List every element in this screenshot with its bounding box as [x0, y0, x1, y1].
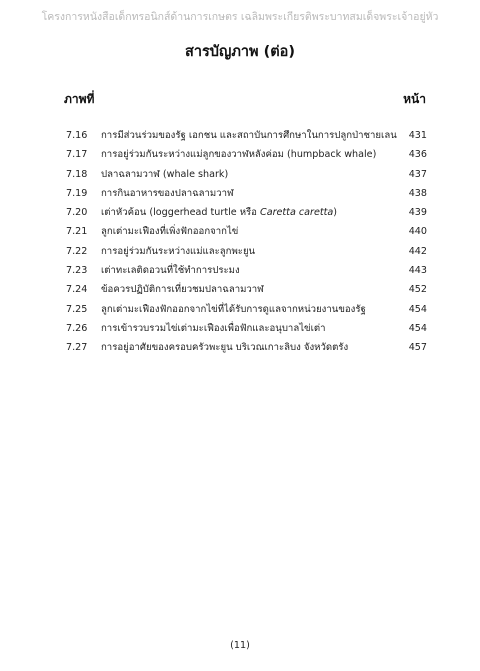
figure-caption: เต่าทะเลติดอวนที่ใช้ทำการประมง: [101, 265, 240, 277]
figure-caption: การอยู่อาศัยของครอบครัวพะยูน บริเวณเกาะลิบง จังหวัดตรัง: [101, 342, 349, 354]
running-header: โครงการหนังสือเด็กทรอนิกส์ด้านการเกษตร เฉลิมพระเกียรติพระบาทสมเด็จพระเจ้าอยู่หัว: [41, 11, 439, 23]
page-number: 454: [408, 303, 427, 315]
figure-caption: [101, 203, 401, 222]
figure-number: 7.22: [66, 245, 88, 257]
caption-text-end: ): [333, 207, 338, 219]
page-number: 440: [408, 226, 427, 238]
page-column-heading: หน้า: [403, 92, 426, 106]
figure-caption: การอยู่ร่วมกันระหว่างแม่และลูกพะยูน: [101, 245, 256, 257]
figure-number: 7.19: [66, 187, 88, 199]
scientific-name: Caretta caretta: [260, 207, 334, 219]
figure-column-heading: ภาพที่: [64, 92, 95, 106]
page-number: 436: [408, 149, 427, 161]
figure-number: 7.17: [66, 149, 88, 161]
list-item[interactable]: [0, 261, 480, 280]
figure-caption: การมีส่วนร่วมของรัฐ เอกชน และสถาบันการศึกษาในการปลูกป่าชายเลน: [101, 130, 397, 141]
list-item[interactable]: [0, 338, 480, 357]
figure-list: [0, 126, 480, 358]
caption-text: เต่าหัวค้อน (loggerhead turtle หรือ: [101, 207, 260, 219]
list-item[interactable]: [0, 280, 480, 299]
page-number: 439: [408, 207, 427, 219]
figure-caption: การอยู่ร่วมกันระหว่างแม่ลูกของวาฬหลังค่อม (humpback whale): [101, 149, 377, 161]
page-number: 442: [408, 245, 427, 257]
page-number: 438: [408, 187, 427, 199]
figure-number: 7.18: [66, 168, 88, 180]
list-item[interactable]: [0, 126, 480, 145]
page-number: 454: [408, 322, 427, 334]
list-item[interactable]: [0, 319, 480, 338]
list-item[interactable]: [0, 300, 480, 319]
page-number: 452: [408, 284, 427, 296]
list-item[interactable]: [0, 145, 480, 164]
page-footer-number: (11): [230, 640, 250, 651]
list-item[interactable]: [0, 242, 480, 261]
figure-caption: ปลาฉลามวาฬ (whale shark): [101, 168, 229, 180]
figure-number: 7.25: [66, 303, 88, 315]
figure-caption: การเข้ารวบรวมไข่เต่ามะเฟืองเพื่อฟักและอนุบาลไข่เต่า: [101, 322, 326, 334]
figure-number: 7.24: [66, 284, 88, 296]
figure-number: 7.16: [66, 130, 88, 141]
figure-number: 7.26: [66, 322, 88, 334]
list-item[interactable]: [0, 222, 480, 241]
page-title: สารบัญภาพ (ต่อ): [184, 44, 296, 60]
figure-caption: ลูกเต่ามะเฟืองที่เพิ่งฟักออกจากไข่: [101, 226, 239, 238]
page-number: 443: [408, 265, 427, 277]
figure-number: 7.21: [66, 226, 88, 238]
figure-caption: ข้อควรปฏิบัติการเที่ยวชมปลาฉลามวาฬ: [101, 284, 264, 296]
list-item[interactable]: [0, 203, 480, 222]
figure-caption: ลูกเต่ามะเฟืองฟักออกจากไข่ที่ได้รับการดูแลจากหน่วยงานของรัฐ: [101, 303, 366, 315]
list-item[interactable]: [0, 165, 480, 184]
figure-number: 7.27: [66, 342, 88, 354]
figure-number: 7.20: [66, 207, 88, 219]
list-item[interactable]: [0, 184, 480, 203]
page-number: 431: [408, 130, 427, 141]
page-number: 457: [408, 342, 427, 354]
page-number: 437: [408, 168, 427, 180]
figure-caption: การกินอาหารของปลาฉลามวาฬ: [101, 187, 234, 199]
figure-number: 7.23: [66, 265, 88, 277]
